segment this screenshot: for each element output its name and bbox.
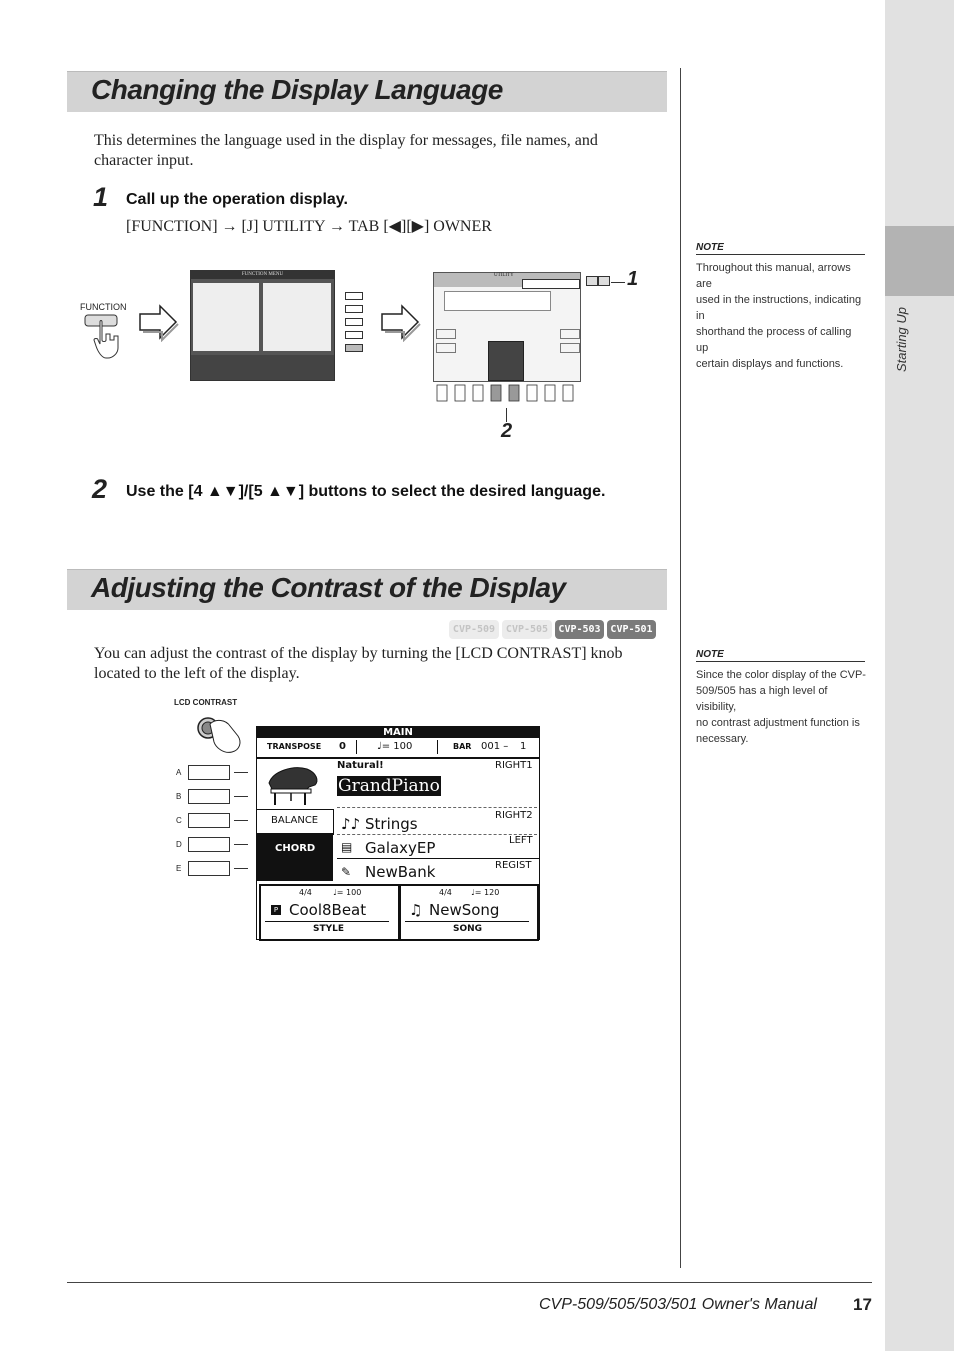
chord-cell	[257, 833, 333, 881]
song-label: SONG	[453, 924, 483, 934]
section-intro	[94, 644, 669, 684]
bar-label: BAR	[453, 742, 472, 751]
section-intro	[94, 131, 664, 171]
function-button-hand-icon	[80, 312, 140, 360]
intro-line: character input.	[94, 152, 194, 169]
transpose-label: TRANSPOSE	[267, 742, 322, 751]
language-list	[488, 341, 524, 381]
note-line: 509/505 has a high level of visibility,	[696, 685, 828, 713]
section-title: Adjusting the Contrast of the Display	[91, 572, 566, 603]
step-number: 2	[92, 474, 108, 504]
note-line: Throughout this manual, arrows are	[696, 262, 851, 290]
function-label: FUNCTION	[80, 302, 127, 312]
right2-label: RIGHT2	[495, 810, 533, 821]
strings-icon: ♪♪	[341, 815, 361, 833]
note-heading: NOTE	[696, 242, 865, 255]
screen-button	[436, 329, 456, 339]
tab-buttons	[586, 276, 610, 288]
utility-list	[444, 291, 551, 311]
intro-line: You can adjust the contrast of the display by turning the [LCD CONTRAST] knob	[94, 645, 623, 662]
style-icon: P	[271, 905, 281, 915]
voice-right1: GrandPiano	[338, 776, 440, 796]
song-tempo: ♩= 120	[471, 888, 500, 897]
owner-tab	[522, 279, 580, 289]
side-button-label: B	[176, 792, 182, 801]
chapter-label: Starting Up	[894, 306, 910, 373]
lcd-divider	[337, 858, 539, 859]
lcd-divider	[265, 921, 389, 922]
lcd-header: MAIN	[257, 727, 539, 738]
lcd-dash	[337, 834, 537, 835]
bar-value: 001 –	[481, 741, 509, 752]
callout-1: 1	[627, 268, 639, 290]
model-badge-inactive: CVP-509	[449, 620, 499, 639]
side-button-label: E	[176, 864, 182, 873]
model-badge-active: CVP-503	[555, 620, 604, 639]
step-path: [FUNCTION] → [J] UTILITY → TAB [◀][▶] OWNER	[126, 218, 492, 235]
style-name: Cool8Beat	[289, 901, 367, 919]
transpose-value: 0	[339, 741, 346, 752]
side-button-label: C	[176, 816, 182, 825]
song-meter: 4/4	[439, 888, 452, 897]
chord-label: CHORD	[275, 843, 316, 854]
note-line: no contrast adjustment function is	[696, 717, 860, 729]
step-number: 1	[93, 182, 109, 212]
column-divider	[680, 68, 681, 1268]
menu-column-right	[263, 283, 331, 351]
callout-line	[611, 282, 625, 283]
callout-2: 2	[501, 420, 513, 442]
screen-button	[560, 329, 580, 339]
manual-title: CVP-509/505/503/501 Owner's Manual	[539, 1296, 817, 1313]
note-line: shorthand the process of calling up	[696, 326, 852, 354]
note-line: certain displays and functions.	[696, 358, 844, 370]
section-heading-bar	[67, 569, 667, 610]
note-line: used in the instructions, indicating in	[696, 294, 862, 322]
screen-button	[560, 343, 580, 353]
note-text	[696, 667, 866, 747]
page-number: 17	[853, 1295, 872, 1314]
note-line: Since the color display of the CVP-	[696, 669, 866, 681]
lcd-main-display	[256, 726, 540, 940]
keyboard-icon: ▤	[341, 840, 353, 854]
regist-bank-icon: ✎	[341, 865, 352, 879]
side-button-label: D	[176, 840, 182, 849]
lcd-divider	[437, 740, 438, 754]
song-name: NewSong	[429, 901, 500, 919]
style-meter: 4/4	[299, 888, 312, 897]
panel-button-row	[435, 383, 577, 409]
grand-piano-icon	[265, 763, 323, 807]
tempo-value: ♩= 100	[377, 741, 413, 752]
lcd-divider	[405, 921, 529, 922]
side-tab-strip	[885, 0, 954, 1351]
utility-title: UTILITY	[494, 273, 514, 278]
right1-label: RIGHT1	[495, 760, 533, 771]
natural-label: Natural!	[337, 760, 384, 771]
side-button-label: A	[176, 768, 182, 777]
style-label: STYLE	[313, 924, 345, 934]
lcd-contrast-label: LCD CONTRAST	[174, 698, 238, 707]
screen-button	[436, 343, 456, 353]
song-note-icon: ♫	[409, 901, 423, 919]
note-line: necessary.	[696, 733, 749, 745]
intro-line: This determines the language used in the display for messages, file names, and	[94, 132, 598, 149]
arrow-right-icon	[138, 302, 180, 342]
step-text: Use the [4 ▲▼]/[5 ▲▼] buttons to select the desired language.	[126, 483, 606, 500]
active-chapter-tab	[885, 226, 954, 296]
function-menu-title: FUNCTION MENU	[191, 271, 334, 279]
lcd-dash	[337, 807, 537, 808]
model-badge-inactive: CVP-505	[502, 620, 552, 639]
voice-right2: Strings	[365, 815, 418, 833]
arrow-right-icon	[380, 302, 422, 342]
footer-rule	[67, 1282, 872, 1283]
model-badge-active: CVP-501	[607, 620, 656, 639]
contrast-knob-hand-icon	[196, 710, 246, 756]
menu-footer	[191, 355, 334, 380]
lcd-divider	[356, 740, 357, 754]
regist-label: REGIST	[495, 860, 532, 871]
left-label: LEFT	[509, 835, 533, 846]
panel-buttons	[345, 292, 363, 352]
regist-bank-name: NewBank	[365, 863, 436, 881]
section-title: Changing the Display Language	[91, 74, 503, 105]
voice-left: GalaxyEP	[365, 839, 436, 857]
utility-screen	[433, 272, 581, 382]
menu-column-left	[193, 283, 259, 351]
balance-label: BALANCE	[271, 815, 319, 826]
intro-line: located to the left of the display.	[94, 665, 300, 682]
style-tempo: ♩= 100	[333, 888, 362, 897]
note-text	[696, 260, 866, 372]
step-text: Call up the operation display.	[126, 191, 348, 208]
beat-value: 1	[520, 741, 527, 752]
section-heading-bar	[67, 71, 667, 112]
note-heading: NOTE	[696, 649, 865, 662]
function-menu-screen	[190, 270, 335, 381]
